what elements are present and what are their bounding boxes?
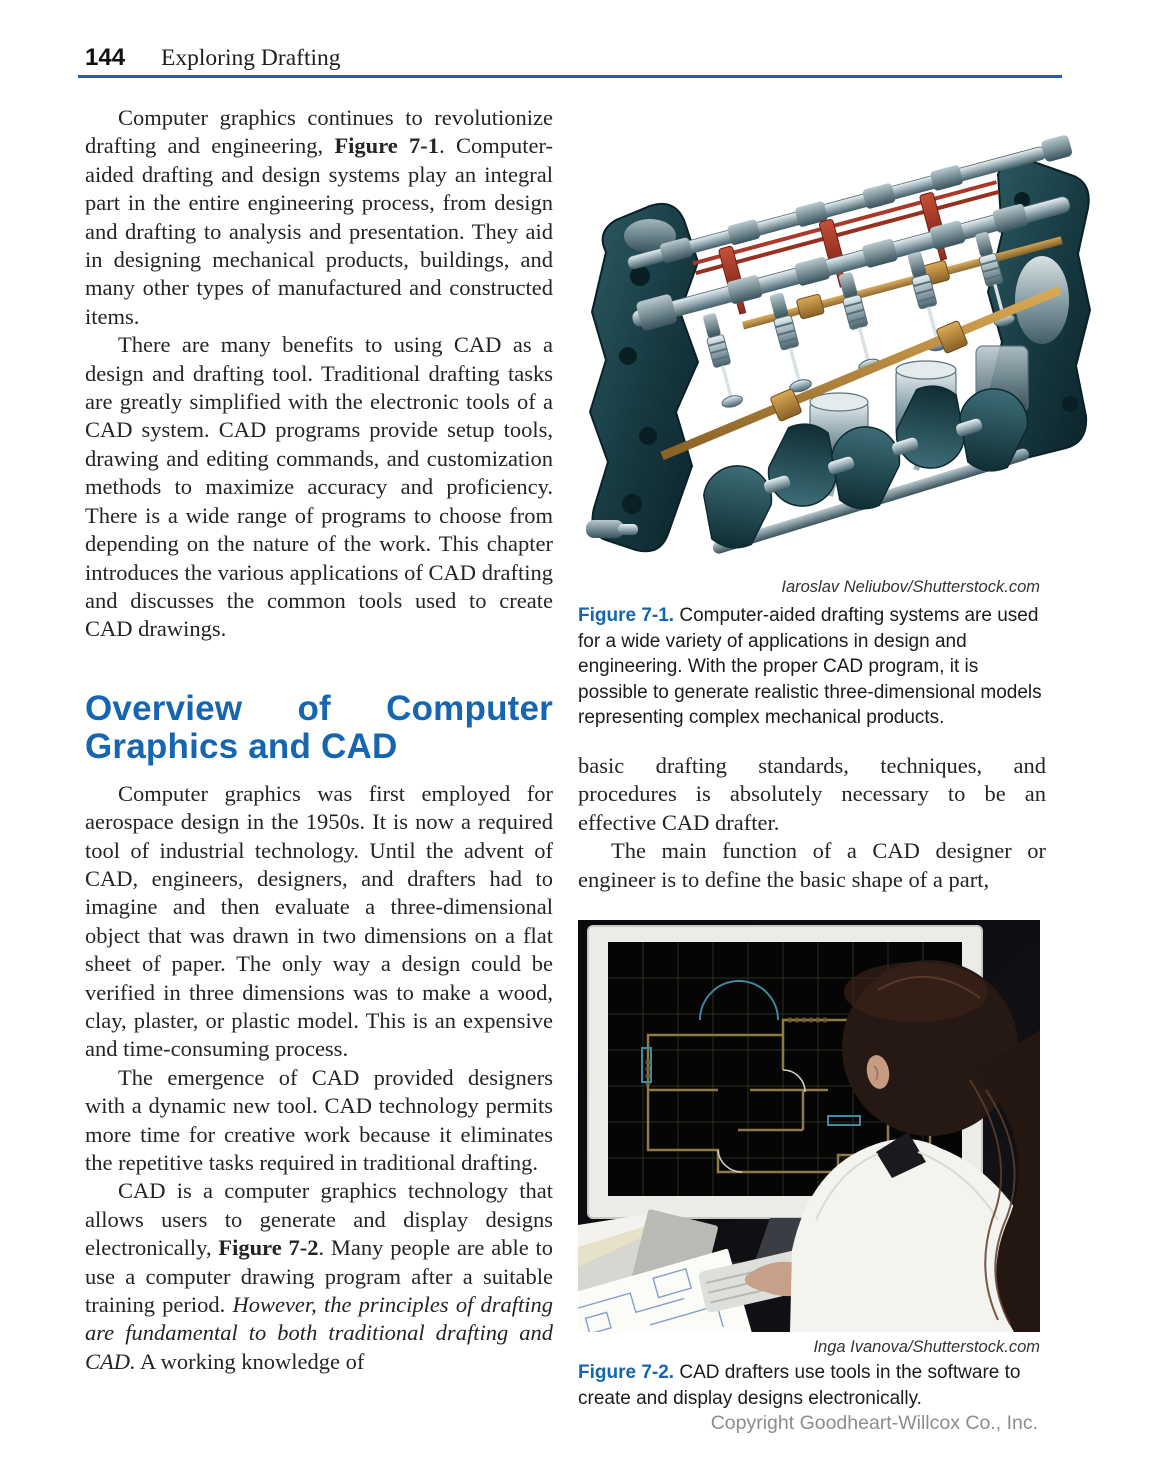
page-header (85, 44, 341, 72)
paragraph-2: There are many benefits to using CAD as a design and drafting tool. Traditional drafting tasks are greatly simplified with the electronic tools of a CAD system. CAD programs provide setup tools, drawing and editing commands, and customization methods to maximize accuracy and proficiency. There is a wide range of programs to choose from depending on the nature of the work. This chapter introduces the various applications of CAD drafting and discusses the common tools used to create CAD drawings. (85, 332, 553, 642)
figure-7-2-caption (578, 1360, 1046, 1411)
paragraph-5 (85, 1177, 553, 1376)
figure-7-1-label: Figure 7-1. (578, 605, 675, 626)
paragraph-5-italic: However, the principles of drafting are fundamental to both traditional drafting and CAD. (85, 1292, 554, 1374)
figure-7-2-credit: Inga Ivanova/Shutterstock.com (813, 1338, 1040, 1356)
figure-7-1-image (578, 104, 1097, 576)
paragraph-1-text: Computer graphics continues to revolutionize drafting and engineering, (85, 105, 553, 159)
paragraph-6: basic drafting standards, techniques, and procedures is absolutely necessary to be an effective CAD drafter. (578, 753, 1046, 835)
figure-7-1-caption-text: Computer-aided drafting systems are used for a wide variety of applications in design and engineering. With the proper CAD program, it is possible to generate realistic three-dimensional models representing complex mechanical products. (578, 605, 1042, 729)
paragraph-4: The emergence of CAD provided designers with a dynamic new tool. CAD technology permits more time for creative work because it eliminates the repetitive tasks required in traditional drafting. (85, 1064, 553, 1175)
paragraph-5-text-end: A working knowledge of (135, 1348, 365, 1374)
section-heading: Overview of Computer Graphics and CAD (85, 688, 553, 766)
figure-7-1-caption (578, 603, 1046, 731)
figure-7-1-credit: Iaroslav Neliubov/Shutterstock.com (781, 578, 1040, 596)
figure-7-2-caption-text: CAD drafters use tools in the software to create and display designs electronically. (578, 1362, 1021, 1409)
page-number: 144 (85, 44, 126, 71)
figure-7-2-image (578, 920, 1040, 1332)
paragraph-1 (85, 104, 553, 331)
figure-7-2-label: Figure 7-2. (578, 1362, 675, 1383)
copyright-notice: Copyright Goodheart-Willcox Co., Inc. (710, 1412, 1038, 1434)
paragraph-5-text-cont: . Many people are able to use a computer drawing program after a suitable training period. (85, 1235, 553, 1318)
right-column (578, 752, 1046, 894)
book-title: Exploring Drafting (161, 45, 341, 71)
figure-7-2-reference: Figure 7-2 (218, 1235, 319, 1261)
figure-7-1-reference: Figure 7-1 (334, 133, 440, 159)
paragraph-1-text-cont: . Computer-aided drafting and design systems play an integral part in the entire engineering process, from design and drafting to analysis and presentation. They aid in designing mechanical products, buildings, and many other types of manufactured and constructed items. (85, 133, 554, 329)
header-rule (78, 75, 1062, 78)
paragraph-3: Computer graphics was first employed for aerospace design in the 1950s. It is now a required tool of industrial technology. Until the advent of CAD, engineers, designers, and drafters had to imagine and then evaluate a three-dimensional object that was drawn in two dimensions on a flat sheet of paper. The only way a design could be verified in three dimensions was to make a wood, clay, plaster, or plastic model. This is an expensive and time-consuming process. (85, 780, 553, 1062)
left-column (85, 104, 553, 1376)
paragraph-7: The main function of a CAD designer or engineer is to define the basic shape of a part, (578, 838, 1046, 892)
paragraph-5-text: CAD is a computer graphics technology that allows users to generate and display designs electronically, (85, 1178, 553, 1261)
